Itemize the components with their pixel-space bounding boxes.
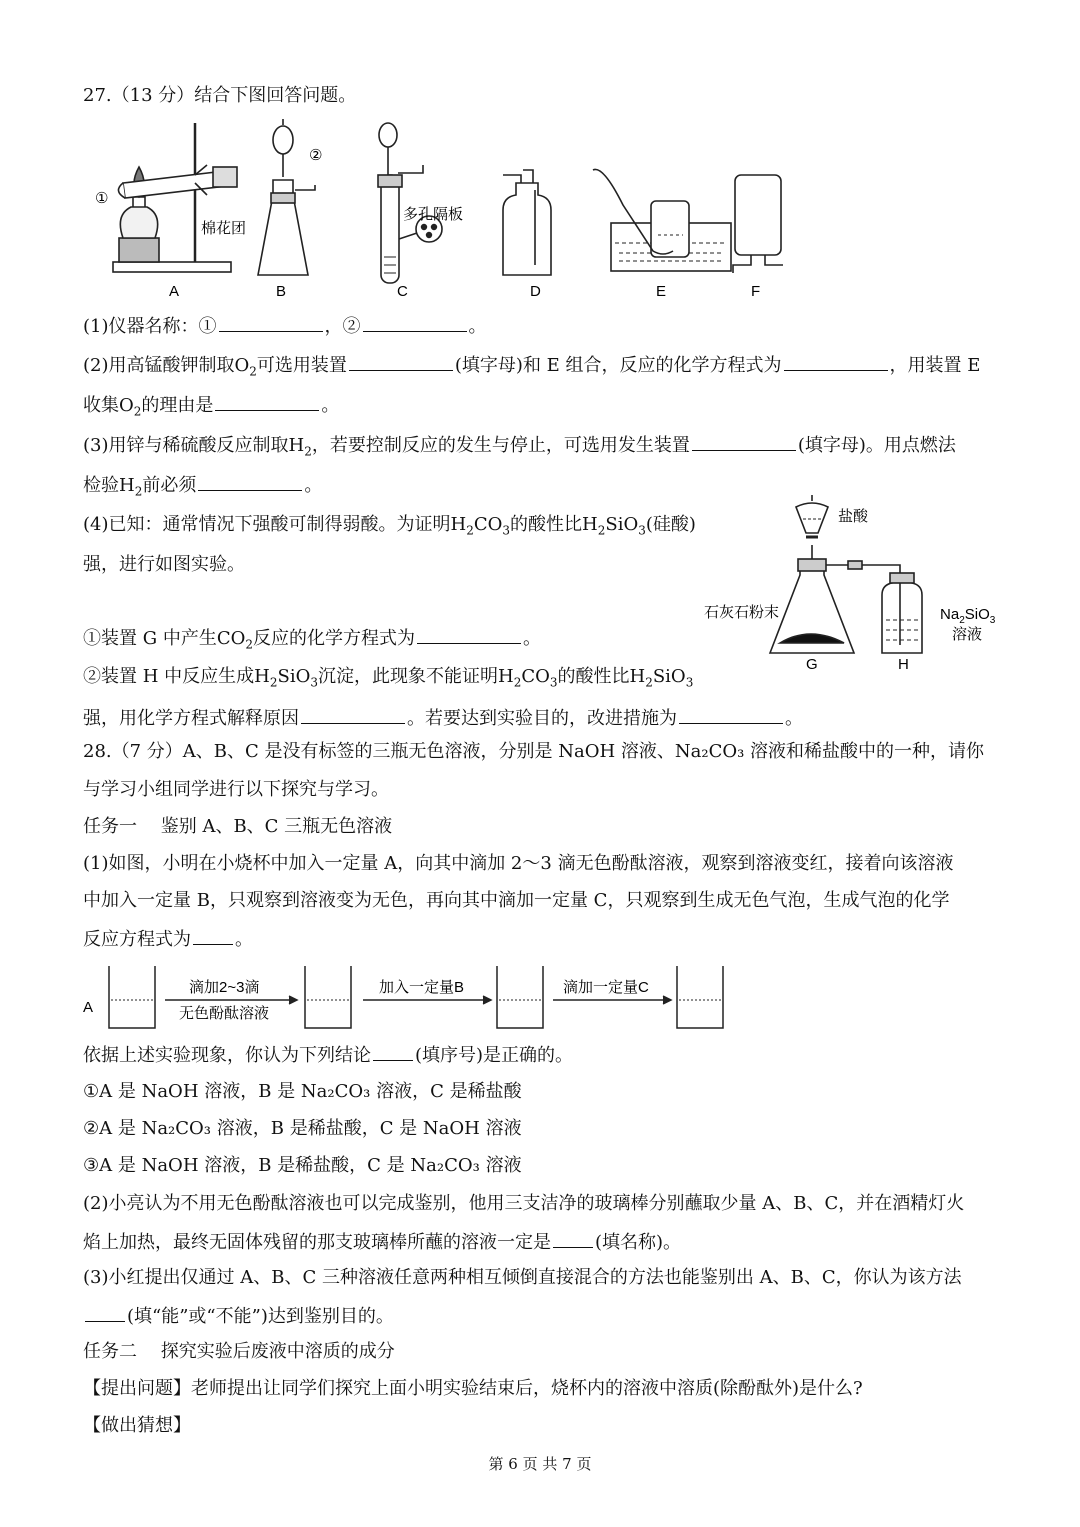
q27-p3-text2: ，若要控制反应的发生与停止，可选用发生装置 [311, 435, 690, 456]
hypothesis-heading: 【做出猜想】 [83, 1415, 191, 1436]
answer-blank[interactable] [363, 313, 467, 332]
arrow-label-3: 滴加一定量C [563, 979, 649, 996]
q27-part4-sub2 [83, 665, 693, 689]
task2-heading: 任务二 探究实验后废液中溶质的成分 [83, 1341, 395, 1362]
q27-p2-text2: 可选用装置 [256, 355, 347, 376]
q27-part4-line2: 强，进行如图实验。 [83, 554, 245, 575]
q28-part1-line1: (1)如图，小明在小烧杯中加入一定量 A，向其中滴加 2～3 滴无色酚酞溶液，观察到溶液变红，接着向该溶液 [83, 853, 954, 874]
q28-l9-end: (填名称)。 [595, 1232, 682, 1253]
q27-title: 27.（13 分）结合下图回答问题。 [83, 85, 357, 106]
q28-l9-text: 焰上加热，最终无固体残留的那支玻璃棒所蘸的溶液一定是 [83, 1232, 551, 1253]
answer-blank[interactable] [198, 472, 302, 491]
beaker-label-A: A [83, 999, 94, 1016]
answer-blank[interactable] [553, 1229, 593, 1248]
q27-part4-sub3 [83, 705, 803, 731]
q27-p4-text2: CO [473, 514, 503, 535]
subscript: 2 [269, 675, 278, 690]
q27-p42-text4: CO [521, 666, 550, 687]
task1-heading: 任务一 鉴别 A、B、C 三瓶无色溶液 [83, 816, 393, 837]
apparatus-drawing [83, 115, 1023, 305]
answer-blank[interactable] [85, 1303, 125, 1322]
label-E: E [656, 283, 667, 300]
subscript: 3 [638, 523, 646, 538]
q28-part1-line2: 中加入一定量 B，只观察到溶液变为无色，再向其中滴加一定量 C，只观察到生成无色气泡，生成气泡的化学 [83, 890, 950, 911]
q27-p4-text4: SiO [605, 514, 639, 535]
q27-part3-line1 [83, 432, 956, 458]
q27-part2-line2 [83, 392, 339, 418]
label-solution: 溶液 [952, 626, 983, 643]
subscript: 2 [645, 675, 653, 690]
q27-part1 [83, 313, 487, 339]
q27-part4-line1 [83, 513, 696, 537]
question-prompt: 【提出问题】老师提出让同学们探究上面小明实验结束后，烧杯内的溶液中溶质(除酚酞外)是什么? [83, 1378, 863, 1399]
q28-l7-end: (填序号)是正确的。 [415, 1045, 574, 1066]
label-limestone: 石灰石粉末 [704, 604, 780, 621]
q27-p3-text4: 检验H [83, 475, 135, 496]
answer-blank[interactable] [692, 432, 796, 451]
option-2: ②A 是 Na₂CO₃ 溶液，B 是稀盐酸，C 是 NaOH 溶液 [83, 1118, 522, 1139]
q28-l6-end: 。 [235, 929, 253, 950]
label-A: A [169, 283, 180, 300]
label-hydrochloric-acid: 盐酸 [838, 508, 869, 525]
apparatus-figure-g-h [700, 485, 1020, 690]
q27-p4-text5: (硅酸) [645, 514, 696, 535]
q27-p41-end: 。 [523, 628, 541, 649]
subscript: 2 [513, 675, 522, 690]
answer-blank[interactable] [349, 352, 453, 371]
answer-blank[interactable] [373, 1042, 413, 1061]
beaker-sequence [83, 960, 763, 1040]
q27-p3-text5: 前必须 [142, 475, 197, 496]
q28-conclusion [83, 1042, 573, 1068]
subscript: 3 [502, 523, 511, 538]
q28-line2: 与学习小组同学进行以下探究与学习。 [83, 779, 389, 800]
answer-blank[interactable] [215, 392, 319, 411]
q27-p41-text: ①装置 G 中产生CO [83, 628, 246, 649]
q27-p2-text: (2)用高锰酸钾制取O [83, 355, 250, 376]
subscript: 3 [310, 675, 318, 690]
apparatus-figure-a-f [83, 115, 1023, 310]
label-na2sio3 [940, 606, 996, 626]
q27-p2-text5: 收集O [83, 395, 134, 416]
q27-p3-text: (3)用锌与稀硫酸反应制取H [83, 435, 305, 456]
q27-part3-line2 [83, 472, 322, 498]
subscript: 3 [989, 615, 996, 626]
label-D: D [530, 283, 541, 300]
q27-p1-text: (1)仪器名称：① [83, 316, 217, 337]
beaker-drawing [83, 960, 763, 1035]
arrow-label-1b: 无色酚酞溶液 [179, 1005, 270, 1022]
q27-p4-text3: 的酸性比H [510, 514, 598, 535]
answer-blank[interactable] [193, 926, 233, 945]
page-footer: 第 6 页 共 7 页 [488, 1455, 592, 1473]
subscript: 2 [597, 523, 606, 538]
q27-p43-text2: 。若要达到实验目的，改进措施为 [407, 708, 677, 729]
option-3: ③A 是 NaOH 溶液，B 是稀盐酸，C 是 Na₂CO₃ 溶液 [83, 1155, 522, 1176]
q27-p2-text4: ，用装置 E [889, 355, 981, 376]
subscript: 3 [549, 675, 558, 690]
answer-blank[interactable] [784, 352, 888, 371]
answer-blank[interactable] [417, 625, 521, 644]
q28-part2-line1: (2)小亮认为不用无色酚酞溶液也可以完成鉴别，他用三支洁净的玻璃棒分别蘸取少量 A、B、C，并在酒精灯火 [83, 1193, 965, 1214]
subscript: 2 [466, 523, 474, 538]
subscript: 2 [133, 404, 142, 419]
q28-l11-text: (填“能”或“不能”)达到鉴别目的。 [127, 1306, 394, 1327]
q27-p43-end: 。 [785, 708, 803, 729]
q28-part3-line1: (3)小红提出仅通过 A、B、C 三种溶液任意两种相互倾倒直接混合的方法也能鉴别出 A、B、C，你认为该方法 [83, 1267, 962, 1288]
subscript: 2 [134, 484, 143, 499]
label-B: B [276, 283, 287, 300]
subscript: 2 [959, 615, 965, 626]
label-H: H [898, 656, 909, 673]
answer-blank[interactable] [219, 313, 323, 332]
q28-l6-text: 反应方程式为 [83, 929, 191, 950]
sio-text: SiO [964, 606, 990, 623]
q28-line1: 28.（7 分）A、B、C 是没有标签的三瓶无色溶液，分别是 NaOH 溶液、Na₂CO₃ 溶液和稀盐酸中的一种，请你 [83, 741, 985, 762]
label-cotton: 棉花团 [201, 220, 247, 237]
label-G: G [806, 656, 818, 673]
q28-l7-text: 依据上述实验现象，你认为下列结论 [83, 1045, 371, 1066]
stand-base [113, 262, 231, 272]
q27-p2-text6: 的理由是 [141, 395, 214, 416]
q27-p3-text3: (填字母)。用点燃法 [797, 435, 956, 456]
q27-p42-text3: 沉淀，此现象不能证明H [317, 666, 514, 687]
subscript: 3 [685, 675, 694, 690]
label-C: C [397, 283, 408, 300]
q28-part2-line2 [83, 1229, 681, 1255]
q27-p1-end: 。 [468, 316, 487, 337]
q27-p42-text2: SiO [277, 666, 311, 687]
subscript: 2 [249, 364, 257, 379]
q27-p42-text6: SiO [652, 666, 686, 687]
q27-p41-text2: 反应的化学方程式为 [253, 628, 415, 649]
na-text: Na [940, 606, 960, 623]
label-circle-1: ① [95, 190, 109, 207]
q27-part4-sub1 [83, 625, 541, 651]
answer-blank[interactable] [679, 705, 783, 724]
subscript: 2 [245, 637, 253, 652]
answer-blank[interactable] [301, 705, 405, 724]
arrow-label-1a: 滴加2~3滴 [189, 979, 260, 996]
label-F: F [751, 283, 761, 300]
q28-part3-line2 [83, 1303, 394, 1329]
label-circle-2: ② [309, 147, 323, 164]
q27-p2-text3: (填字母)和 E 组合，反应的化学方程式为 [454, 355, 782, 376]
option-1: ①A 是 NaOH 溶液，B 是 Na₂CO₃ 溶液，C 是稀盐酸 [83, 1081, 522, 1102]
q27-p42-text5: 的酸性比H [557, 666, 646, 687]
arrow-label-2: 加入一定量B [379, 979, 465, 996]
gh-drawing [700, 485, 1020, 685]
q27-p2-end: 。 [321, 395, 340, 416]
q27-p1-text2: ，② [324, 316, 361, 337]
subscript: 2 [304, 444, 312, 459]
q27-p42-text: ②装置 H 中反应生成H [83, 666, 270, 687]
q27-p4-text: (4)已知：通常情况下强酸可制得弱酸。为证明H [83, 514, 467, 535]
q28-part1-line3 [83, 926, 253, 952]
q27-p43-text: 强，用化学方程式解释原因 [83, 708, 299, 729]
q27-p3-end: 。 [304, 475, 323, 496]
label-porous-plate: 多孔隔板 [403, 206, 464, 223]
q27-part2-line1 [83, 352, 980, 378]
